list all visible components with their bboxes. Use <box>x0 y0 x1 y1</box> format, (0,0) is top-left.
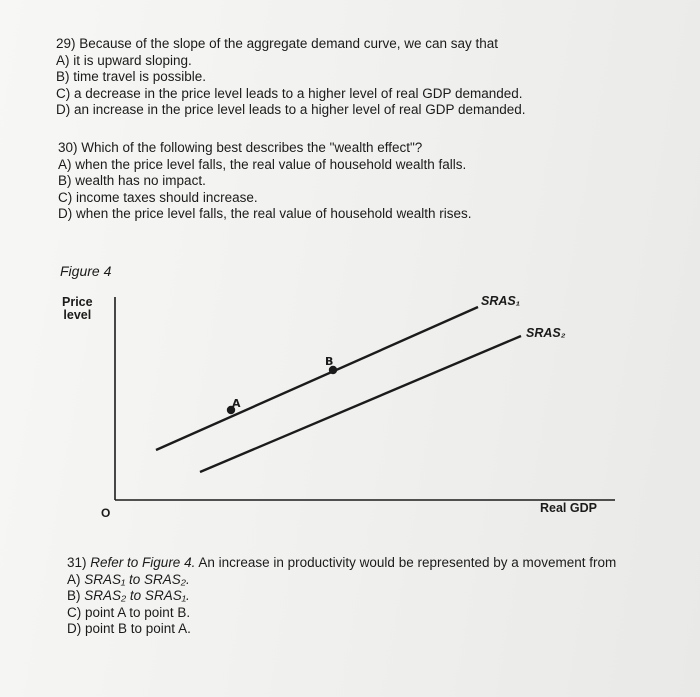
question-29-option-c: C) a decrease in the price level leads to a higher level of real GDP demanded. <box>56 85 523 101</box>
question-30-option-d: D) when the price level falls, the real value of household wealth rises. <box>58 206 472 221</box>
sras1-label: SRAS₁ <box>481 294 521 308</box>
point-a-label: A <box>232 397 241 410</box>
x-axis-label: Real GDP <box>540 501 597 515</box>
question-31-option-b <box>67 588 616 605</box>
question-29-stem: 29) Because of the slope of the aggregate demand curve, we can say that <box>56 36 499 51</box>
question-31-figure-ref: Refer to Figure 4. <box>90 555 196 570</box>
question-31-number: 31) <box>67 555 87 570</box>
question-30-option-b: B) wealth has no impact. <box>58 173 206 188</box>
option-a-prefix: A) <box>67 571 81 587</box>
option-a-text: SRAS₁ to SRAS₂. <box>84 571 190 587</box>
y-axis-label-line1: Price <box>62 295 93 309</box>
figure-title: Figure 4 <box>60 263 112 279</box>
y-axis-label <box>62 296 93 322</box>
question-31-option-c: C) point A to point B. <box>67 604 191 620</box>
question-30-option-c: C) income taxes should increase. <box>58 189 258 205</box>
question-31 <box>67 555 616 638</box>
question-31-stem <box>67 555 616 572</box>
question-30-option-a: A) when the price level falls, the real value of household wealth falls. <box>58 156 467 172</box>
option-b-text: SRAS₂ to SRAS₁. <box>84 588 190 603</box>
option-b-prefix: B) <box>67 588 81 603</box>
question-31-option-d: D) point B to point A. <box>67 621 191 636</box>
point-b-label: B <box>325 355 334 368</box>
y-axis-label-line2: level <box>63 308 92 322</box>
sras2-curve <box>200 336 521 472</box>
sras1-curve <box>156 307 478 450</box>
question-29-option-b: B) time travel is possible. <box>56 69 207 84</box>
sras2-label: SRAS₂ <box>526 326 566 340</box>
question-30-stem: 30) Which of the following best describes the "wealth effect"? <box>58 140 423 155</box>
question-29-option-d: D) an increase in the price level leads to a higher level of real GDP demanded. <box>56 102 526 117</box>
question-31-option-a <box>67 572 616 589</box>
origin-label: O <box>101 506 111 520</box>
question-31-stem-text: An increase in productivity would be represented by a movement from <box>198 555 617 570</box>
question-29-option-a: A) it is upward sloping. <box>56 52 192 68</box>
